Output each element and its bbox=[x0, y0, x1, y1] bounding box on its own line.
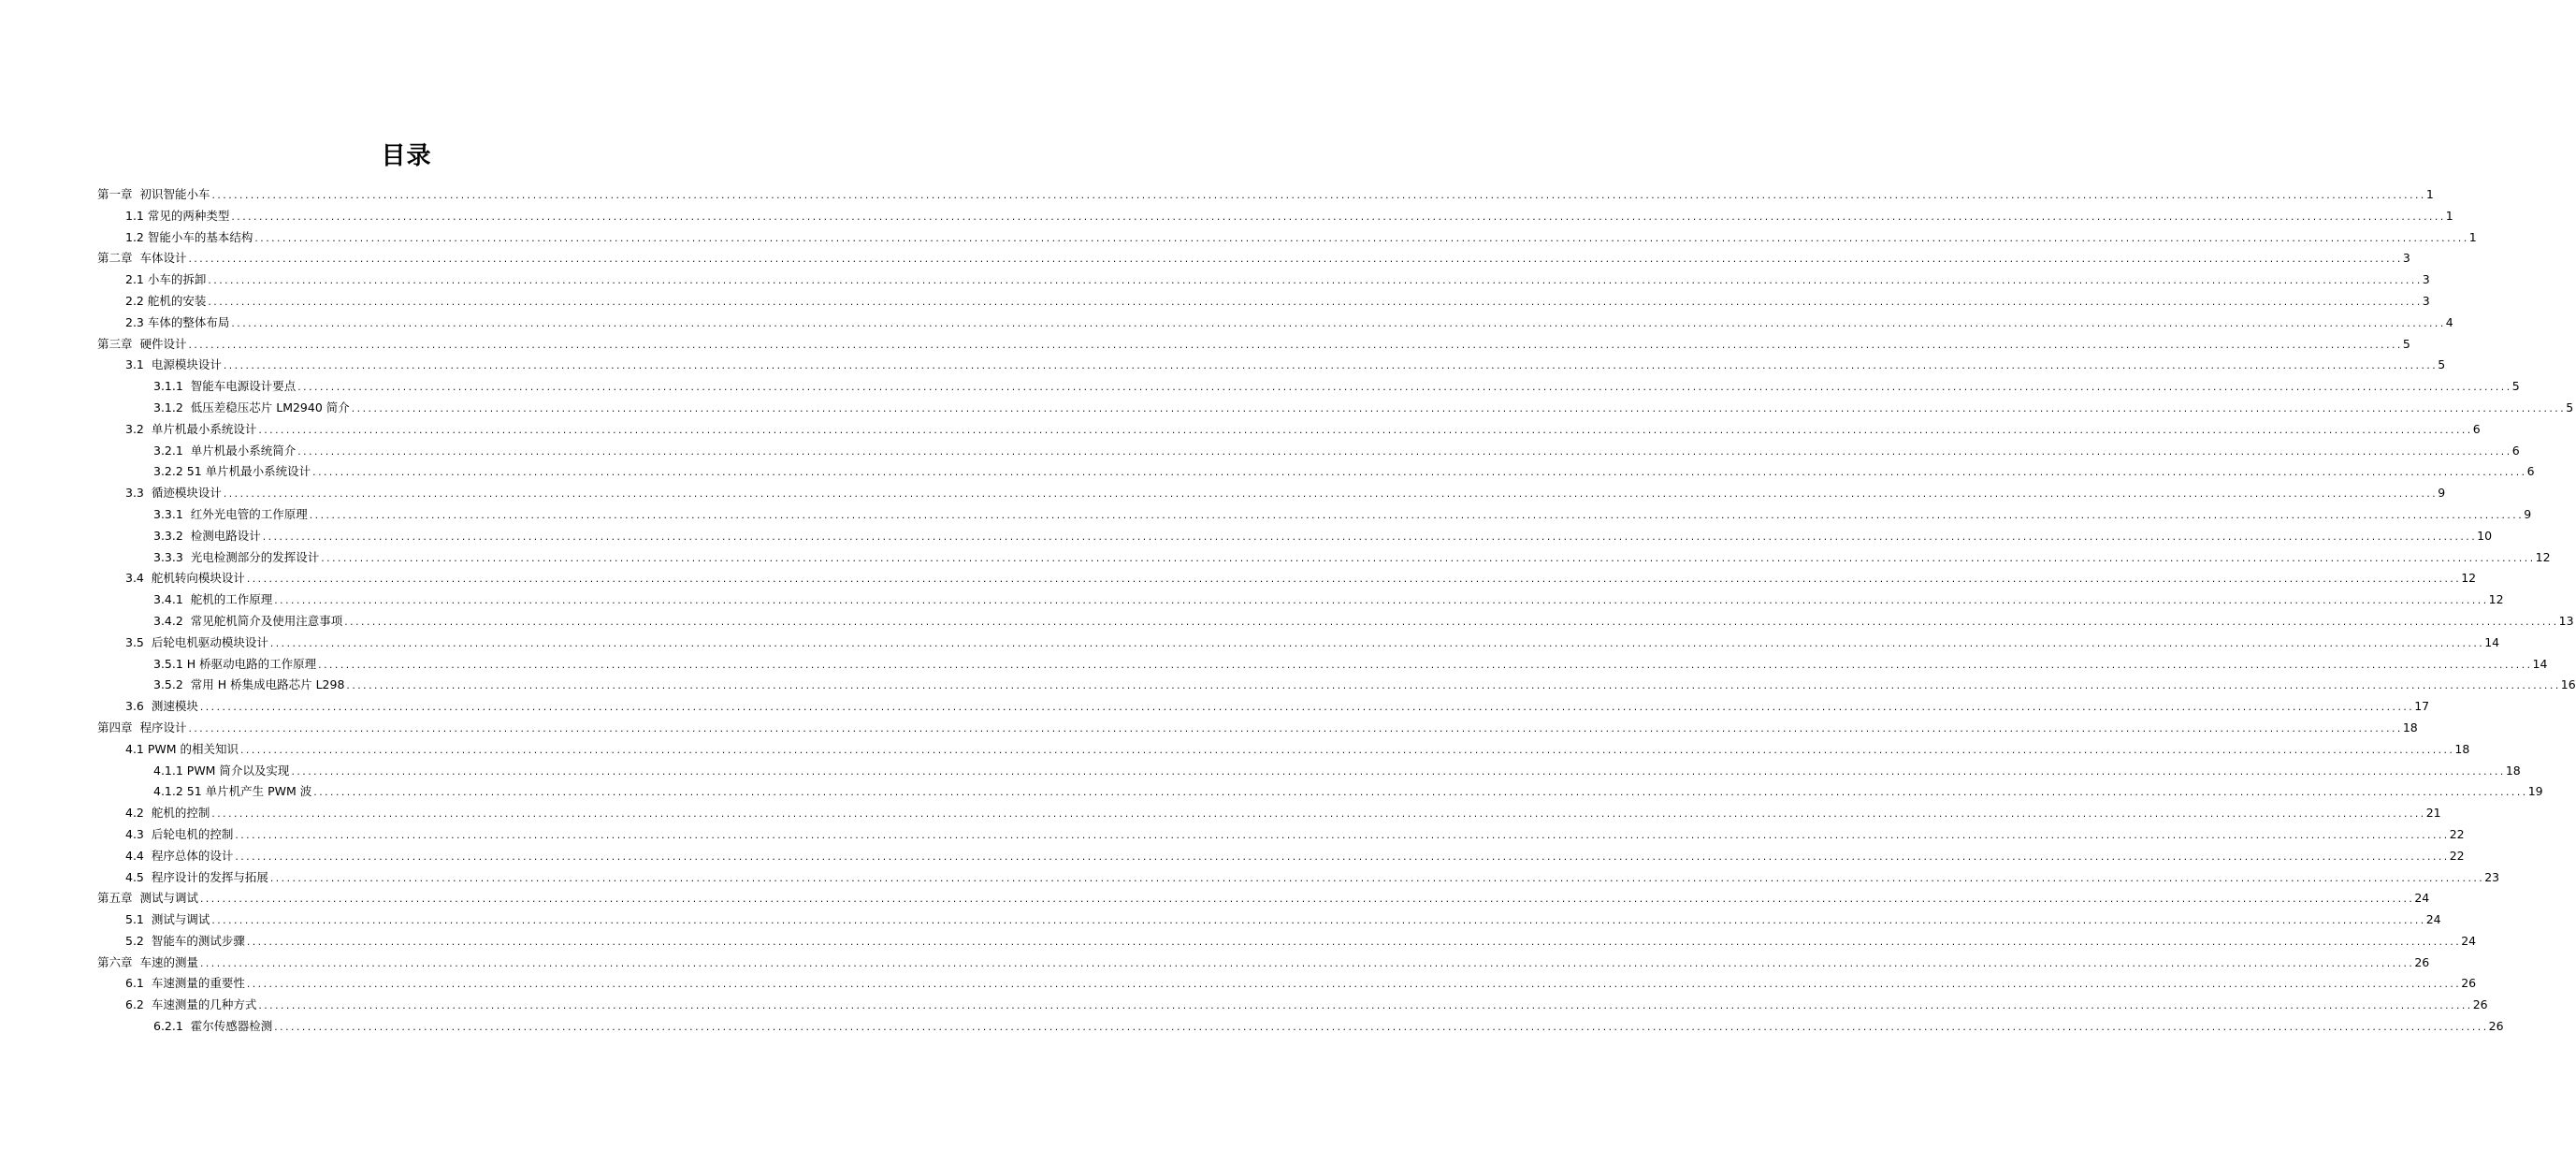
toc-page-number: 18 bbox=[2454, 741, 2470, 756]
toc-entry-title: 3.2.2 51 单片机最小系统设计 bbox=[153, 464, 311, 479]
table-of-contents bbox=[97, 184, 2576, 1038]
toc-entry[interactable] bbox=[97, 803, 2441, 824]
toc-entry[interactable] bbox=[97, 953, 2430, 974]
toc-entry-title: 3.3.2 检测电路设计 bbox=[153, 528, 261, 543]
toc-entry-title: 第三章 硬件设计 bbox=[97, 336, 187, 351]
dot-leader: ................................................................................................................................................................................................................................................................................................................................................................................................................ bbox=[350, 404, 2566, 415]
dot-leader: ................................................................................................................................................................................................................................................................................................................................................................................................................ bbox=[273, 597, 2488, 607]
toc-page-number: 19 bbox=[2527, 784, 2543, 799]
dot-leader: ................................................................................................................................................................................................................................................................................................................................................................................................................ bbox=[297, 447, 2511, 458]
toc-entry[interactable] bbox=[97, 269, 2430, 291]
toc-page-number: 6 bbox=[2511, 443, 2520, 458]
toc-entry-title: 4.5 程序设计的发挥与拓展 bbox=[125, 869, 268, 884]
toc-entry-title: 4.3 后轮电机的控制 bbox=[125, 826, 234, 841]
toc-entry[interactable] bbox=[97, 761, 2521, 782]
toc-entry[interactable] bbox=[97, 376, 2520, 398]
toc-entry-title: 3.3 循迹模块设计 bbox=[125, 486, 222, 501]
toc-entry-title: 3.5.2 常用 H 桥集成电路芯片 L298 bbox=[153, 677, 345, 692]
toc-page-number: 1 bbox=[2445, 208, 2453, 223]
toc-page-number: 18 bbox=[2505, 763, 2521, 778]
toc-entry[interactable] bbox=[97, 589, 2504, 611]
dot-leader: ................................................................................................................................................................................................................................................................................................................................................................................................................ bbox=[317, 661, 2532, 671]
dot-leader: ................................................................................................................................................................................................................................................................................................................................................................................................................ bbox=[222, 362, 2438, 372]
toc-entry[interactable] bbox=[97, 995, 2488, 1016]
toc-entry-title: 3.2 单片机最小系统设计 bbox=[125, 421, 257, 436]
toc-page-number: 6 bbox=[2472, 421, 2481, 436]
toc-entry[interactable] bbox=[97, 355, 2446, 376]
toc-page-number: 16 bbox=[2560, 677, 2576, 692]
toc-entry-title: 3.1.1 智能车电源设计要点 bbox=[153, 379, 297, 394]
toc-entry[interactable] bbox=[97, 206, 2453, 227]
toc-entry[interactable] bbox=[97, 739, 2470, 761]
dot-leader: ................................................................................................................................................................................................................................................................................................................................................................................................................ bbox=[245, 575, 2461, 586]
dot-leader: ................................................................................................................................................................................................................................................................................................................................................................................................................ bbox=[257, 1002, 2472, 1012]
dot-leader: ................................................................................................................................................................................................................................................................................................................................................................................................................ bbox=[268, 874, 2484, 884]
dot-leader: ................................................................................................................................................................................................................................................................................................................................................................................................................ bbox=[230, 212, 2445, 223]
toc-page-number: 3 bbox=[2402, 251, 2410, 266]
dot-leader: ................................................................................................................................................................................................................................................................................................................................................................................................................ bbox=[297, 384, 2511, 394]
toc-entry[interactable] bbox=[97, 675, 2576, 696]
toc-page-number: 21 bbox=[2425, 806, 2441, 821]
toc-entry-title: 1.1 常见的两种类型 bbox=[125, 208, 230, 223]
toc-entry-title: 第一章 初识智能小车 bbox=[97, 187, 210, 201]
toc-entry-title: 5.1 测试与调试 bbox=[125, 912, 210, 927]
toc-entry-title: 4.1.2 51 单片机产生 PWM 波 bbox=[153, 784, 312, 799]
dot-leader: ................................................................................................................................................................................................................................................................................................................................................................................................................ bbox=[253, 234, 2468, 244]
toc-page-number: 10 bbox=[2477, 528, 2493, 543]
dot-leader: ................................................................................................................................................................................................................................................................................................................................................................................................................ bbox=[207, 277, 2422, 287]
toc-entry[interactable] bbox=[97, 1016, 2504, 1038]
toc-page-number: 9 bbox=[2524, 506, 2532, 521]
toc-page-number: 22 bbox=[2449, 826, 2465, 841]
dot-leader: ................................................................................................................................................................................................................................................................................................................................................................................................................ bbox=[187, 341, 2402, 351]
toc-entry[interactable] bbox=[97, 526, 2493, 547]
toc-entry-title: 4.1 PWM 的相关知识 bbox=[125, 741, 239, 756]
dot-leader: ................................................................................................................................................................................................................................................................................................................................................................................................................ bbox=[261, 532, 2477, 543]
dot-leader: ................................................................................................................................................................................................................................................................................................................................................................................................................ bbox=[222, 490, 2438, 501]
toc-page-number: 5 bbox=[2402, 336, 2410, 351]
toc-entry-title: 3.3.3 光电检测部分的发挥设计 bbox=[153, 549, 320, 564]
dot-leader: ................................................................................................................................................................................................................................................................................................................................................................................................................ bbox=[207, 298, 2422, 308]
toc-page-number: 13 bbox=[2558, 613, 2574, 628]
toc-page-number: 14 bbox=[2532, 656, 2548, 671]
toc-entry[interactable] bbox=[97, 867, 2500, 889]
dot-leader: ................................................................................................................................................................................................................................................................................................................................................................................................................ bbox=[210, 917, 2425, 927]
toc-entry[interactable] bbox=[97, 334, 2410, 356]
toc-page-number: 12 bbox=[2535, 549, 2551, 564]
toc-entry-title: 2.1 小车的拆卸 bbox=[125, 272, 207, 287]
toc-page-number: 5 bbox=[2438, 357, 2446, 372]
toc-entry-title: 6.2.1 霍尔传感器检测 bbox=[153, 1019, 273, 1034]
dot-leader: ................................................................................................................................................................................................................................................................................................................................................................................................................ bbox=[308, 511, 2524, 521]
dot-leader: ................................................................................................................................................................................................................................................................................................................................................................................................................ bbox=[234, 831, 2449, 841]
toc-entry-title: 3.4.1 舵机的工作原理 bbox=[153, 592, 273, 607]
toc-entry[interactable] bbox=[97, 461, 2535, 483]
toc-entry-title: 第五章 测试与调试 bbox=[97, 891, 198, 906]
toc-entry-title: 第六章 车速的测量 bbox=[97, 954, 198, 969]
toc-entry[interactable] bbox=[97, 781, 2543, 803]
toc-page-number: 9 bbox=[2438, 486, 2446, 501]
dot-leader: ................................................................................................................................................................................................................................................................................................................................................................................................................ bbox=[268, 639, 2484, 649]
toc-entry-title: 5.2 智能车的测试步骤 bbox=[125, 933, 245, 948]
toc-page-number: 1 bbox=[2468, 229, 2477, 244]
dot-leader: ................................................................................................................................................................................................................................................................................................................................................................................................................ bbox=[311, 469, 2526, 479]
toc-entry[interactable] bbox=[97, 633, 2500, 654]
toc-entry-title: 6.2 车速测量的几种方式 bbox=[125, 997, 257, 1012]
toc-page-number: 3 bbox=[2422, 272, 2430, 287]
dot-leader: ................................................................................................................................................................................................................................................................................................................................................................................................................ bbox=[273, 1024, 2488, 1034]
toc-entry[interactable] bbox=[97, 568, 2477, 589]
dot-leader: ................................................................................................................................................................................................................................................................................................................................................................................................................ bbox=[198, 704, 2414, 714]
toc-entry-title: 1.2 智能小车的基本结构 bbox=[125, 229, 253, 244]
toc-page-number: 12 bbox=[2488, 592, 2504, 607]
dot-leader: ................................................................................................................................................................................................................................................................................................................................................................................................................ bbox=[187, 255, 2402, 266]
toc-page-number: 22 bbox=[2449, 848, 2465, 863]
toc-entry-title: 3.4.2 常见舵机简介及使用注意事项 bbox=[153, 613, 343, 628]
toc-entry[interactable] bbox=[97, 824, 2465, 846]
toc-entry[interactable] bbox=[97, 313, 2453, 334]
toc-page-number: 5 bbox=[2566, 400, 2574, 415]
toc-entry[interactable] bbox=[97, 441, 2520, 462]
toc-page-number: 6 bbox=[2526, 464, 2535, 479]
toc-entry[interactable] bbox=[97, 654, 2548, 676]
dot-leader: ................................................................................................................................................................................................................................................................................................................................................................................................................ bbox=[234, 852, 2449, 863]
toc-entry[interactable] bbox=[97, 696, 2430, 718]
toc-page-number: 5 bbox=[2511, 379, 2520, 394]
toc-page-number: 3 bbox=[2422, 293, 2430, 308]
dot-leader: ................................................................................................................................................................................................................................................................................................................................................................................................................ bbox=[290, 767, 2505, 778]
toc-page-number: 23 bbox=[2484, 869, 2500, 884]
toc-entry-title: 3.5 后轮电机驱动模块设计 bbox=[125, 634, 268, 649]
dot-leader: ................................................................................................................................................................................................................................................................................................................................................................................................................ bbox=[345, 682, 2560, 692]
toc-entry[interactable] bbox=[97, 973, 2477, 995]
dot-leader: ................................................................................................................................................................................................................................................................................................................................................................................................................ bbox=[198, 895, 2414, 906]
toc-page-number: 14 bbox=[2484, 634, 2500, 649]
toc-entry-title: 3.1 电源模块设计 bbox=[125, 357, 222, 372]
toc-page-number: 17 bbox=[2414, 699, 2430, 714]
toc-entry-title: 3.4 舵机转向模块设计 bbox=[125, 571, 245, 586]
toc-entry[interactable] bbox=[97, 611, 2574, 633]
toc-entry-title: 4.4 程序总体的设计 bbox=[125, 848, 234, 863]
dot-leader: ................................................................................................................................................................................................................................................................................................................................................................................................................ bbox=[245, 938, 2461, 948]
toc-entry-title: 2.2 舵机的安装 bbox=[125, 293, 207, 308]
toc-page-number: 26 bbox=[2472, 997, 2488, 1012]
toc-entry[interactable] bbox=[97, 846, 2465, 867]
toc-page-number: 18 bbox=[2402, 720, 2418, 734]
toc-page-number: 1 bbox=[2425, 187, 2434, 201]
toc-page-number: 24 bbox=[2425, 912, 2441, 927]
toc-entry-title: 4.1.1 PWM 简介以及实现 bbox=[153, 763, 290, 778]
dot-leader: ................................................................................................................................................................................................................................................................................................................................................................................................................ bbox=[210, 810, 2425, 821]
toc-page-number: 24 bbox=[2414, 891, 2430, 906]
toc-entry[interactable] bbox=[97, 248, 2410, 269]
toc-entry-title: 3.3.1 红外光电管的工作原理 bbox=[153, 506, 308, 521]
toc-entry-title: 3.2.1 单片机最小系统简介 bbox=[153, 443, 297, 458]
toc-page-number: 4 bbox=[2445, 314, 2453, 329]
toc-entry-title: 4.2 舵机的控制 bbox=[125, 806, 210, 821]
toc-entry-title: 3.5.1 H 桥驱动电路的工作原理 bbox=[153, 656, 317, 671]
toc-entry-title: 3.6 测速模块 bbox=[125, 699, 198, 714]
dot-leader: ................................................................................................................................................................................................................................................................................................................................................................................................................ bbox=[343, 618, 2558, 628]
toc-entry[interactable] bbox=[97, 931, 2477, 953]
toc-entry[interactable] bbox=[97, 547, 2551, 569]
page-title: 目录 bbox=[381, 142, 432, 171]
dot-leader: ................................................................................................................................................................................................................................................................................................................................................................................................................ bbox=[320, 554, 2535, 564]
toc-page-number: 12 bbox=[2461, 571, 2477, 586]
dot-leader: ................................................................................................................................................................................................................................................................................................................................................................................................................ bbox=[210, 192, 2425, 201]
toc-entry[interactable] bbox=[97, 483, 2446, 504]
dot-leader: ................................................................................................................................................................................................................................................................................................................................................................................................................ bbox=[187, 724, 2402, 734]
toc-page-number: 26 bbox=[2488, 1019, 2504, 1034]
toc-entry[interactable] bbox=[97, 718, 2418, 739]
toc-entry[interactable] bbox=[97, 398, 2574, 419]
dot-leader: ................................................................................................................................................................................................................................................................................................................................................................................................................ bbox=[257, 426, 2472, 436]
toc-entry[interactable] bbox=[97, 291, 2430, 313]
toc-entry[interactable] bbox=[97, 888, 2430, 909]
dot-leader: ................................................................................................................................................................................................................................................................................................................................................................................................................ bbox=[239, 746, 2454, 756]
dot-leader: ................................................................................................................................................................................................................................................................................................................................................................................................................ bbox=[230, 319, 2445, 329]
toc-entry[interactable] bbox=[97, 909, 2441, 931]
toc-page-number: 24 bbox=[2461, 933, 2477, 948]
toc-entry-title: 3.1.2 低压差稳压芯片 LM2940 简介 bbox=[153, 400, 350, 415]
toc-entry[interactable] bbox=[97, 184, 2434, 206]
dot-leader: ................................................................................................................................................................................................................................................................................................................................................................................................................ bbox=[312, 789, 2527, 799]
dot-leader: ................................................................................................................................................................................................................................................................................................................................................................................................................ bbox=[198, 959, 2414, 969]
toc-entry[interactable] bbox=[97, 227, 2477, 249]
toc-page-number: 26 bbox=[2414, 954, 2430, 969]
toc-entry-title: 第二章 车体设计 bbox=[97, 251, 187, 266]
toc-entry[interactable] bbox=[97, 419, 2481, 441]
toc-entry-title: 6.1 车速测量的重要性 bbox=[125, 976, 245, 991]
toc-entry-title: 第四章 程序设计 bbox=[97, 720, 187, 734]
toc-entry[interactable] bbox=[97, 504, 2532, 526]
toc-entry-title: 2.3 车体的整体布局 bbox=[125, 314, 230, 329]
dot-leader: ................................................................................................................................................................................................................................................................................................................................................................................................................ bbox=[245, 981, 2461, 991]
toc-page-number: 26 bbox=[2461, 976, 2477, 991]
